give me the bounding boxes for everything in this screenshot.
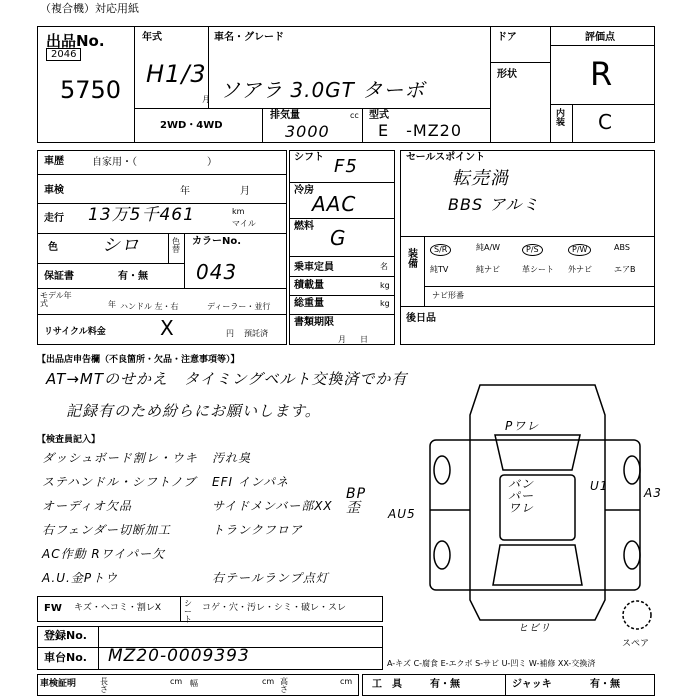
year-label: 年式 — [142, 32, 162, 43]
equipment-item: 純ナビ — [476, 265, 500, 274]
sales-line1: 転売渦 — [452, 168, 509, 189]
navi-label: ナビ形番 — [432, 291, 464, 300]
fuel-value: G — [330, 226, 347, 250]
equipment-item: P/W — [568, 244, 591, 256]
damage-legend: A-キズ C-腐食 E-エクボ S-サビ U-凹ミ W-補修 XX-交換済 — [387, 659, 596, 668]
tools-options: 有・無 — [430, 679, 460, 690]
warranty-options: 有・無 — [118, 271, 148, 282]
diagram-p-ware: Pワレ — [505, 419, 540, 433]
interior-value: C — [598, 110, 613, 134]
inspector-note-right: EFI インパネ — [212, 475, 289, 489]
fw-items: キズ・ヘコミ・割レX — [74, 603, 161, 613]
model-year-label: モデル年式 — [40, 291, 72, 308]
shape-label: 形状 — [497, 69, 517, 80]
inspection-label: 車検 — [44, 185, 64, 196]
seat-items: コゲ・穴・汚レ・シミ・破レ・スレ — [202, 603, 347, 613]
equipment-item: 純A/W — [476, 243, 501, 252]
inspector-note-left: AC作動 Rワイパー欠 — [42, 547, 166, 561]
lot-number: 5750 — [60, 76, 122, 104]
dims-length-unit: cm — [170, 677, 183, 686]
ac-label: 冷房 — [294, 185, 314, 196]
dims-height-unit: cm — [340, 677, 353, 686]
capacity-label: 乗車定員 — [294, 262, 334, 273]
interior-label: 内装 — [556, 109, 566, 128]
color-no-value: 043 — [196, 260, 238, 284]
year-value: H1/3 — [146, 60, 207, 88]
recycle-note: 預託済 — [244, 329, 268, 338]
registration-label: 書類期限 — [294, 317, 334, 328]
car-label: 車名・グレード — [214, 32, 284, 43]
equipment-label: 装備 — [408, 249, 418, 270]
inspection-year: 年 — [180, 186, 190, 197]
inspector-note-right: トランクフロア — [212, 523, 303, 537]
displacement-label: 排気量 — [270, 110, 300, 121]
weight-label: 総重量 — [294, 298, 324, 309]
model-value: E -MZ20 — [378, 121, 463, 140]
declaration-label: 【出品店申告欄（不良箇所・欠品・注意事項等）】 — [37, 355, 240, 365]
dims-length: 長さ — [100, 677, 108, 694]
diagram-spare: スペア — [622, 639, 650, 649]
grade-label: 評価点 — [585, 32, 615, 43]
lot-label: 出品No. — [46, 32, 105, 50]
model-label: 型式 — [369, 110, 389, 121]
diagram-u1: U1 — [590, 479, 609, 493]
warranty-label: 保証書 — [44, 271, 74, 282]
equipment-item: P/S — [522, 244, 543, 256]
diagram-bottom: ヒビリ — [518, 623, 551, 634]
equipment-item: ABS — [614, 243, 630, 252]
chassis-value: MZ20-0009393 — [108, 646, 250, 666]
dealer-options: ディーラー・並行 — [207, 302, 271, 311]
sales-label: セールスポイント — [406, 152, 486, 163]
equipment-item: エアB — [614, 265, 636, 274]
equipment-item: 外ナビ — [568, 265, 592, 274]
inspector-note-left: A.U.金Pトウ — [42, 571, 119, 585]
jack-options: 有・無 — [590, 679, 620, 690]
inspector-note-left: ダッシュボード割レ・ウキ — [42, 451, 198, 465]
displacement-unit: cc — [350, 111, 359, 120]
recycle-label: リサイクル料金 — [44, 327, 106, 337]
inspector-note-right: サイドメンバー部XX — [212, 499, 333, 513]
inspector-note-left: 右フェンダー切断加工 — [42, 523, 171, 537]
car-name: ソアラ 3.0GT ターボ — [220, 78, 426, 102]
color-value: シロ — [102, 235, 140, 256]
jack-label: ジャッキ — [512, 679, 552, 690]
inspector-label: 【検査員記入】 — [37, 435, 101, 445]
reg-label: 登録No. — [44, 629, 87, 642]
equipment-item: 純TV — [430, 265, 449, 274]
history-options: 自家用・（ ） — [92, 157, 217, 168]
dims-row — [37, 674, 359, 696]
door-label: ドア — [497, 32, 517, 43]
inspector-note-right: 汚れ臭 — [212, 451, 252, 465]
color-change-label: 色替 — [172, 237, 180, 254]
inspection-month: 月 — [240, 186, 250, 197]
registration-unit: 月日 — [338, 335, 382, 344]
seat-label: シート — [184, 599, 192, 624]
color-no-label: カラーNo. — [192, 236, 242, 247]
dims-width-unit: cm — [262, 677, 275, 686]
dims-label: 車検証明 — [40, 679, 77, 689]
diagram-a3: A3 — [644, 486, 662, 500]
drive-options: 2WD・4WD — [160, 120, 223, 131]
recycle-unit: 円 — [226, 329, 234, 338]
mileage-mile: マイル — [232, 219, 256, 228]
dims-height: 高さ — [280, 677, 288, 694]
load-unit: kg — [380, 281, 390, 290]
fw-label: FW — [44, 603, 62, 614]
inspector-note-right: 右テールランプ点灯 — [212, 571, 329, 585]
year-unit: 月 — [202, 95, 210, 104]
recycle-value: X — [160, 316, 175, 340]
displacement-value: 3000 — [285, 122, 330, 141]
mileage-value: 13万5千461 — [88, 205, 195, 225]
diagram-bumper: バンパー ワレ — [508, 477, 535, 515]
declaration-line2: 記録有のため紛らにお願いします。 — [66, 402, 321, 420]
tools-label: 工具 — [372, 679, 412, 690]
ac-value: AAC — [312, 192, 357, 216]
later-items-label: 後日品 — [406, 313, 436, 324]
model-year-unit: 年 — [108, 300, 116, 309]
equipment-item: S/R — [430, 244, 451, 256]
weight-unit: kg — [380, 299, 390, 308]
mileage-label: 走行 — [44, 213, 64, 224]
lot-small-no: 2046 — [46, 48, 81, 61]
form-note: （複合機）対応用紙 — [40, 2, 139, 15]
equipment-item: 革シート — [522, 265, 554, 274]
inspector-note-left: オーディオ欠品 — [42, 499, 133, 513]
diagram-au5: AU5 — [388, 507, 416, 521]
grade-value: R — [590, 55, 614, 93]
mileage-km: km — [232, 207, 245, 216]
color-label: 色 — [48, 242, 58, 253]
sales-line2: BBS アルミ — [448, 195, 540, 214]
history-label: 車歴 — [44, 156, 64, 167]
declaration-line1: AT→MTのせかえ タイミングベルト交換済でか有 — [46, 370, 408, 388]
chassis-label: 車台No. — [44, 651, 87, 664]
inspector-note-left: ステハンドル・シフトノブ — [42, 475, 197, 489]
dims-width: 幅 — [190, 679, 198, 688]
fuel-label: 燃料 — [294, 221, 314, 232]
shift-value: F5 — [334, 156, 358, 177]
inspector-bp: BP歪 — [346, 486, 367, 516]
capacity-unit: 名 — [380, 262, 388, 271]
handle-options: ハンドル 左・右 — [120, 302, 179, 311]
load-label: 積載量 — [294, 280, 324, 291]
shift-label: シフト — [294, 152, 324, 163]
